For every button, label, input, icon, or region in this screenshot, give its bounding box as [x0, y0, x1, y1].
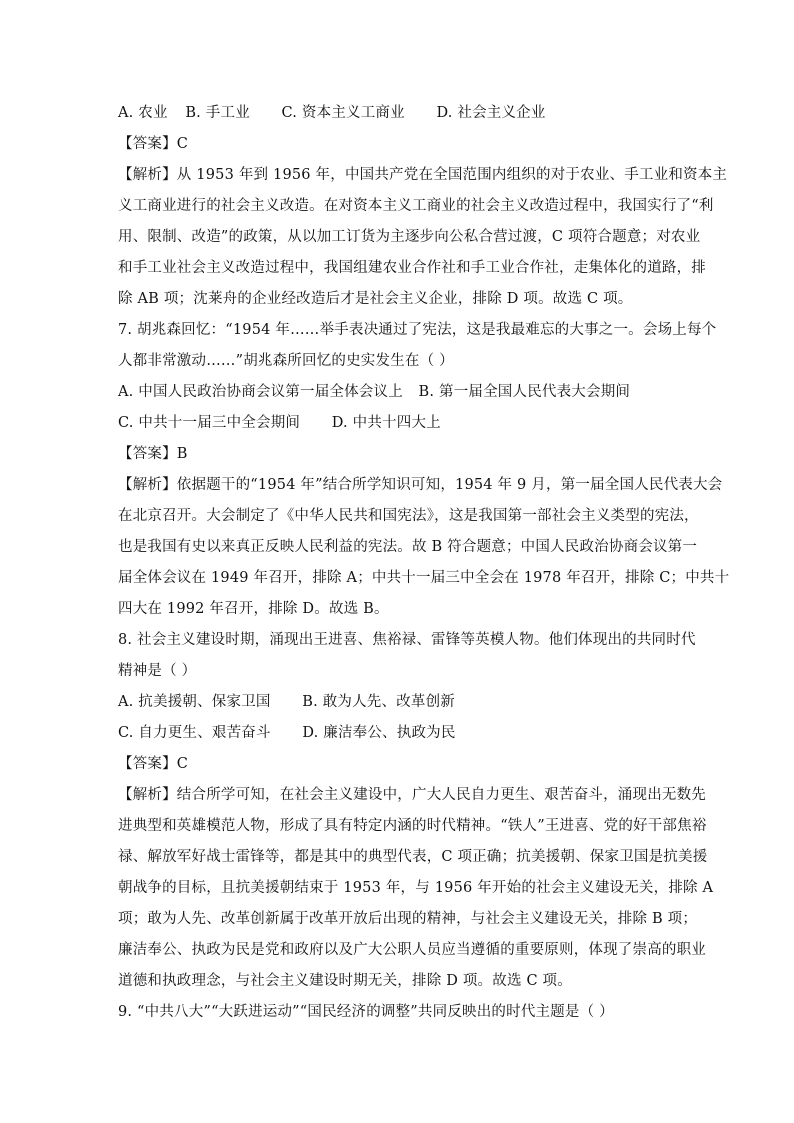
q6-analysis-line: 义工商业进行的社会主义改造。在对资本主义工商业的社会主义改造过程中，我国实行了“利	[118, 198, 714, 214]
q8-analysis-line: 禄、解放军好战士雷锋等，都是其中的典型代表，C 项正确；抗美援朝、保家卫国是抗美援	[118, 849, 708, 865]
q7-stem-line: 人都非常激动……”胡兆森所回忆的史实发生在（ ）	[118, 353, 454, 369]
q7-option-c: C. 中共十一届三中全会期间	[118, 415, 301, 431]
q8-stem-line: 8. 社会主义建设时期，涌现出王进喜、焦裕禄、雷锋等英模人物。他们体现出的共同时代	[118, 632, 696, 648]
q6-analysis-line: 【解析】从 1953 年到 1956 年，中国共产党在全国范围内组织的对于农业、手工业和资本主	[118, 167, 728, 183]
q7-option-a: A. 中国人民政治协商会议第一届全体会议上	[118, 384, 403, 400]
document-content	[118, 98, 730, 1028]
q8-analysis-line: 进典型和英雄模范人物，形成了具有特定内涵的时代精神。“铁人”王进喜、党的好干部焦裕	[118, 818, 707, 834]
q6-option-c: C. 资本主义工商业	[281, 105, 405, 121]
q7-options-row-2	[118, 408, 678, 439]
q8-analysis-line: 道德和执政理念，与社会主义建设时期无关，排除 D 项。故选 C 项。	[118, 973, 572, 989]
q7-option-d: D. 中共十四大上	[331, 415, 441, 431]
q6-analysis-line: 用、限制、改造”的政策，从以加工订货为主逐步向公私合营过渡，C 项符合题意；对农业	[118, 229, 701, 245]
q7-options-row-1	[118, 377, 678, 408]
q8-option-d: D. 廉洁奉公、执政为民	[302, 725, 456, 741]
q6-option-d: D. 社会主义企业	[436, 105, 546, 121]
q6-options	[118, 98, 678, 129]
q8-option-c: C. 自力更生、艰苦奋斗	[118, 725, 271, 741]
q7-answer: 【答案】B	[118, 446, 188, 462]
q6-analysis-line: 除 AB 项；沈莱舟的企业经改造后才是社会主义企业，排除 D 项。故选 C 项。	[118, 291, 633, 307]
q9-stem: 9. “中共八大”“大跃进运动”“国民经济的调整”共同反映出的时代主题是（ ）	[118, 1004, 614, 1020]
q8-stem-line: 精神是（ ）	[118, 663, 197, 679]
q7-option-b: B. 第一届全国人民代表大会期间	[418, 384, 631, 400]
q8-option-a: A. 抗美援朝、保家卫国	[118, 694, 271, 710]
q8-answer: 【答案】C	[118, 756, 189, 772]
q8-analysis-line: 廉洁奉公、执政为民是党和政府以及广大公职人员应当遵循的重要原则，体现了崇高的职业	[118, 942, 706, 958]
q6-answer: 【答案】C	[118, 136, 189, 152]
q7-stem-line: 7. 胡兆森回忆：“1954 年……举手表决通过了宪法，这是我最难忘的大事之一。会场上每个	[118, 322, 717, 338]
q7-analysis-line: 也是我国有史以来真正反映人民利益的宪法。故 B 符合题意；中国人民政治协商会议第一	[118, 539, 698, 555]
q7-analysis-line: 在北京召开。大会制定了《中华人民共和国宪法》，这是我国第一部社会主义类型的宪法，	[118, 508, 699, 524]
q6-analysis-line: 和手工业社会主义改造过程中，我国组建农业合作社和手工业合作社，走集体化的道路，排	[118, 260, 706, 276]
q8-analysis-line: 项；敢为人先、改革创新属于改革开放后出现的精神，与社会主义建设无关，排除 B 项；	[118, 911, 698, 927]
q7-analysis-line: 届全体会议在 1949 年召开，排除 A；中共十一届三中全会在 1978 年召开，排除 C；中共十	[118, 570, 730, 586]
q8-analysis-line: 【解析】结合所学可知，在社会主义建设中，广大人民自力更生、艰苦奋斗，涌现出无数先	[118, 787, 706, 803]
q7-analysis-line: 【解析】依据题干的“1954 年”结合所学知识可知，1954 年 9 月，第一届全国人民代表大会	[118, 477, 723, 493]
q8-options-row-2	[118, 718, 678, 749]
q7-analysis-line: 四大在 1992 年召开，排除 D。故选 B。	[118, 601, 389, 617]
q8-option-b: B. 敢为人先、改革创新	[302, 694, 455, 710]
q8-analysis-line: 朝战争的目标，且抗美援朝结束于 1953 年，与 1956 年开始的社会主义建设无关，排除 A	[118, 880, 714, 896]
q6-option-b: B. 手工业	[185, 105, 250, 121]
q6-option-a: A. 农业	[118, 105, 168, 121]
q8-options-row-1	[118, 687, 678, 718]
